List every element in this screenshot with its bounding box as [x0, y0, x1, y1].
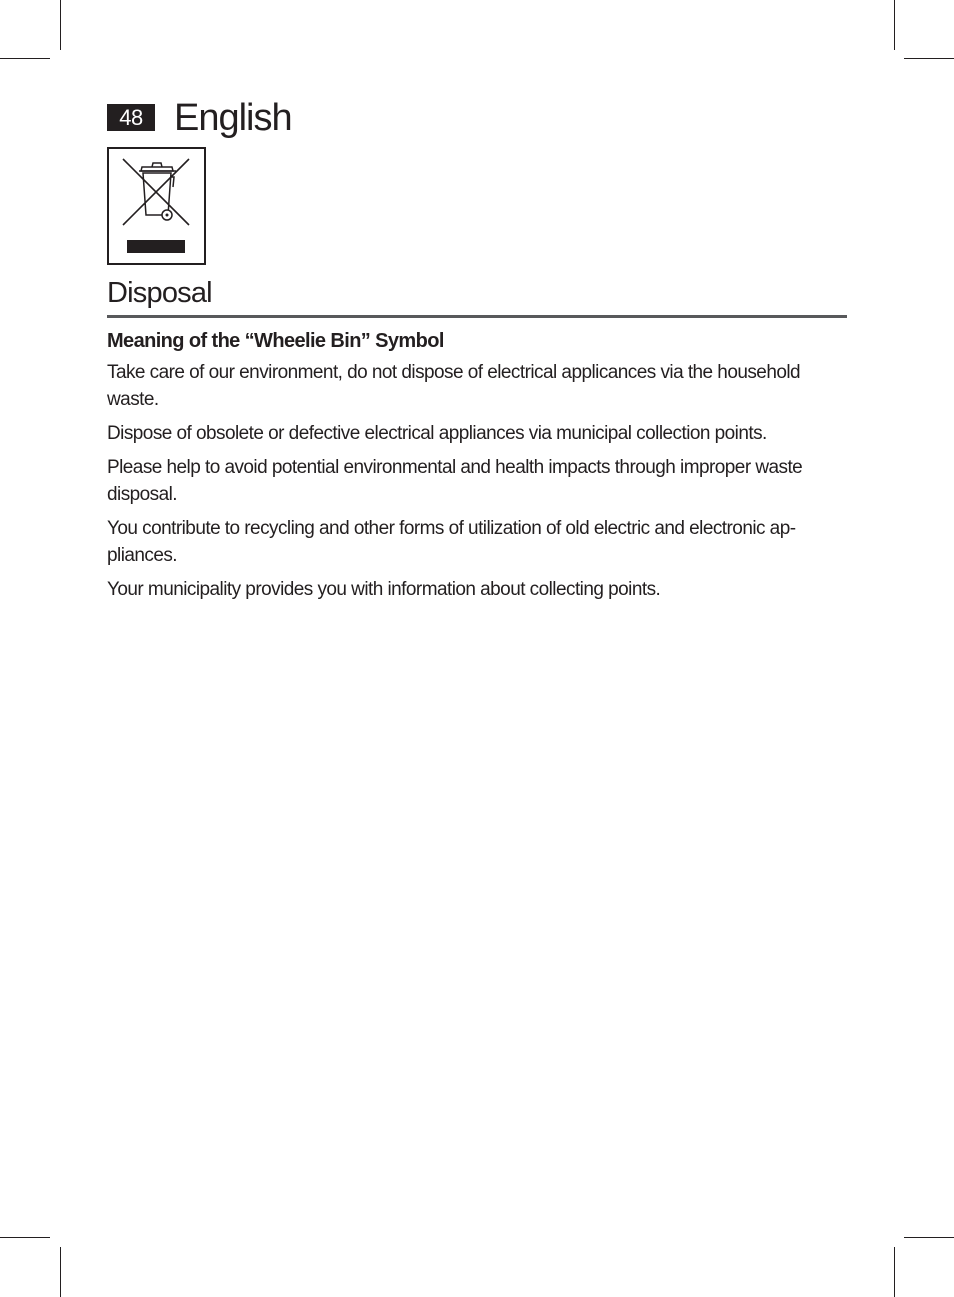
crop-mark-top-left-horizontal	[0, 58, 50, 59]
crop-mark-bottom-left-horizontal	[0, 1237, 50, 1238]
crossed-out-wheelie-bin-icon	[107, 147, 206, 265]
paragraph: You contribute to recycling and other forms of utilization of old electric and electronic ap-pliances.	[107, 518, 796, 566]
crop-mark-top-right-horizontal	[904, 58, 954, 59]
subheading: Meaning of the “Wheelie Bin” Symbol	[107, 330, 444, 352]
paragraph: Your municipality provides you with information about collecting points.	[107, 579, 661, 600]
page-title: English	[174, 97, 292, 139]
section-title: Disposal	[107, 277, 212, 309]
crop-mark-bottom-right-horizontal	[904, 1237, 954, 1238]
crop-mark-top-right-vertical	[894, 0, 895, 50]
page-number: 48	[107, 104, 155, 131]
section-divider	[107, 315, 847, 318]
crop-mark-bottom-left-vertical	[60, 1247, 61, 1297]
paragraph: Take care of our environment, do not dispose of electrical applicances via the household waste.	[107, 362, 801, 410]
paragraph: Please help to avoid potential environmental and health impacts through improper waste disposal.	[107, 457, 803, 505]
paragraph: Dispose of obsolete or defective electrical appliances via municipal collection points.	[107, 423, 767, 444]
crop-mark-top-left-vertical	[60, 0, 61, 50]
section-content	[107, 326, 847, 610]
crop-mark-bottom-right-vertical	[894, 1247, 895, 1297]
